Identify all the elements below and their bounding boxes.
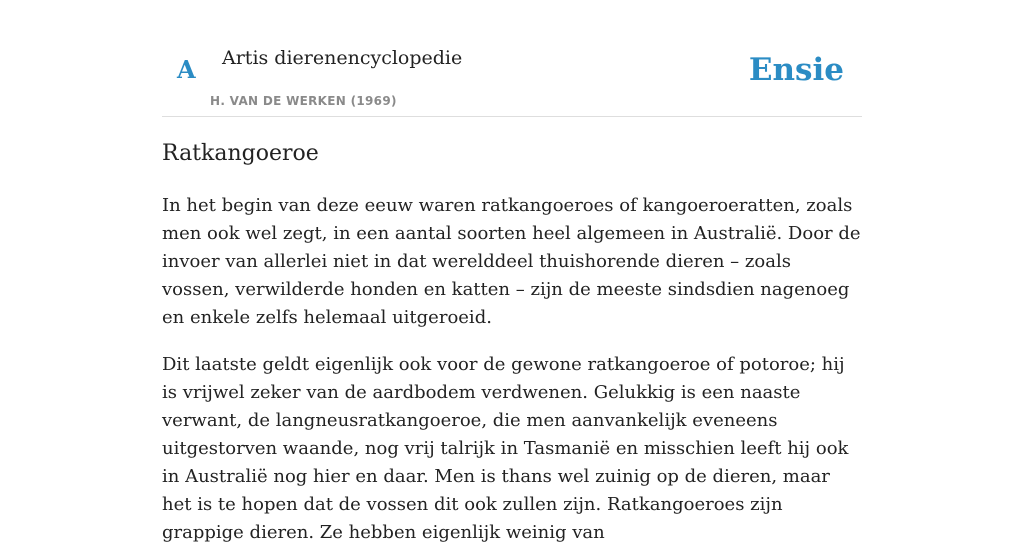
article	[162, 136, 862, 547]
article-title: Ratkangoeroe	[162, 141, 319, 166]
header	[162, 0, 862, 117]
book-title-link[interactable]: Artis dierenencyclopedie	[222, 47, 463, 69]
ensie-logo-link[interactable]: Ensie	[748, 52, 844, 88]
article-paragraph: Dit laatste geldt eigenlijk ook voor de gewone ratkangoeroe of potoroe; hij is vrijwel zeker van de aardbodem verdwenen. Gelukkig is een naaste verwant, de langneusratkangoeroe, die men aanvankelijk eveneens uitgestorven waande, nog vrij talrijk in Tasmanië en misschien leeft hij ook in Australië nog hier en daar. Men is thans wel zuinig op de dieren, maar het is te hopen dat de vossen dit ook zullen zijn. Ratkangoeroes zijn grappige dieren. Ze hebben eigenlijk weinig van	[162, 354, 849, 543]
article-paragraph: In het begin van deze eeuw waren ratkangoeroes of kangoeroeratten, zoals men ook wel zegt, in een aantal soorten heel algemeen in Australië. Door de invoer van allerlei niet in dat werelddeel thuishorende dieren – zoals vossen, verwilderde honden en katten – zijn de meeste sindsdien nagenoeg en enkele zelfs helemaal uitgeroeid.	[162, 195, 861, 328]
book-logo[interactable]: A	[177, 55, 196, 84]
book-author: H. VAN DE WERKEN (1969)	[210, 94, 397, 108]
